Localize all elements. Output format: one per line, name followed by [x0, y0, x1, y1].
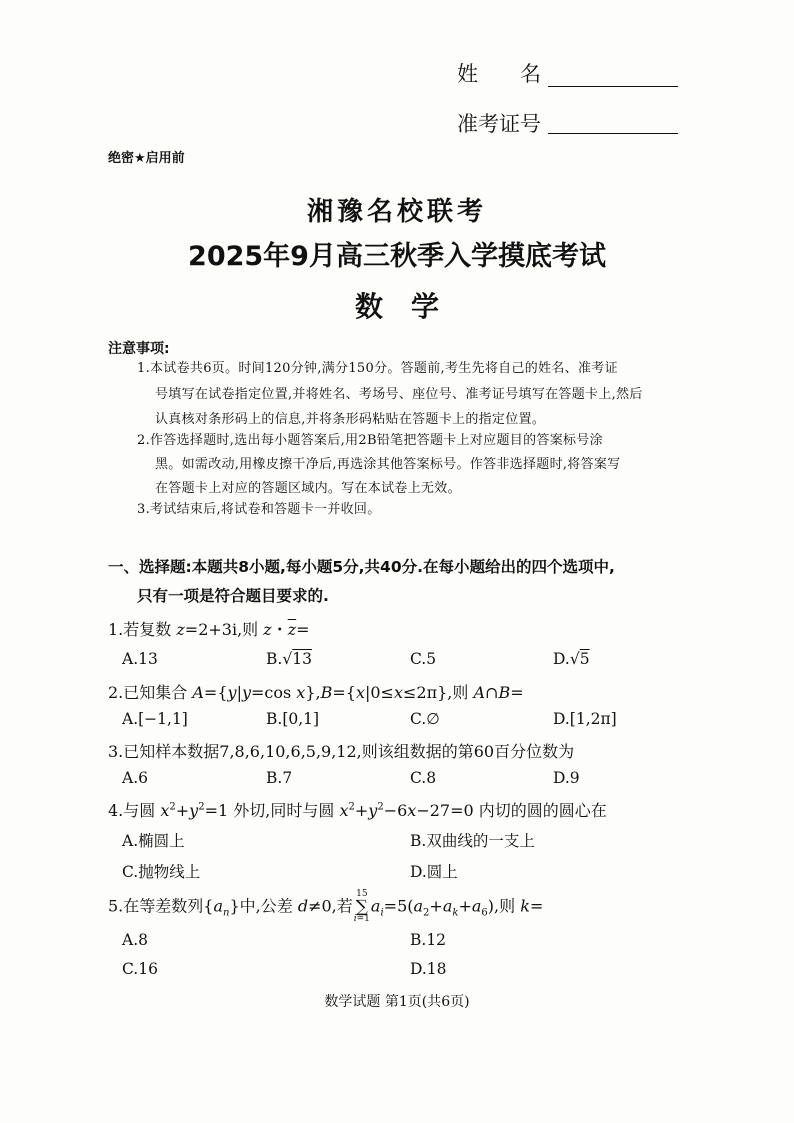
question-5-stem: 5.在等差数列$\{a_n\}$中,公差 d≠0,若15 ∑ $i=1a_i=5(a_2+a_k+a_6)$,则 k=: [108, 889, 544, 924]
name-label: 姓 名: [457, 62, 541, 86]
notice-title: 注意事项:: [108, 341, 170, 357]
q1-option-c: C.5: [410, 650, 437, 668]
q2-option-c: C.∅: [410, 710, 440, 728]
exam-id-label: 准考证号: [457, 112, 541, 136]
name-field-line: [548, 86, 678, 87]
q5-option-c: C.16: [122, 960, 158, 978]
q1-option-b: B.√13: [266, 650, 312, 668]
subject-title: 数 学: [354, 290, 439, 323]
q3-option-c: C.8: [410, 769, 437, 787]
q5-option-a: A.8: [122, 931, 148, 949]
exam-organizer-title: 湘豫名校联考: [306, 197, 487, 227]
section-heading-cont: 只有一项是符合题目要求的.: [137, 587, 329, 605]
notice-line: 认真核对条形码上的信息,并将条形码粘贴在答题卡上的指定位置。: [155, 412, 546, 427]
q3-option-d: D.9: [553, 769, 580, 787]
q2-option-d: D.[1,2π]: [553, 710, 617, 728]
q1-option-a: A.13: [122, 650, 158, 668]
notice-line: 号填写在试卷指定位置,并将姓名、考场号、座位号、准考证号填写在答题卡上,然后: [155, 387, 643, 402]
exam-title: 2025年9月高三秋季入学摸底考试: [188, 241, 606, 272]
question-3-stem: 3.已知样本数据7,8,6,10,6,5,9,12,则该组数据的第60百分位数为: [108, 742, 575, 761]
section-heading: 一、选择题:本题共8小题,每小题5分,共40分.在每小题给出的四个选项中,: [108, 558, 615, 576]
q3-option-a: A.6: [122, 769, 148, 787]
exam-id-field-line: [548, 133, 678, 134]
notice-line: 2.作答选择题时,选出每小题答案后,用2B铅笔把答题卡上对应题目的答案标号涂: [137, 433, 603, 448]
notice-line: 在答题卡上对应的答题区域内。写在本试卷上无效。: [155, 481, 461, 496]
secret-mark: 绝密★启用前: [108, 151, 185, 166]
q4-option-a: A.椭圆上: [122, 832, 185, 850]
page-footer: 数学试题 第1页(共6页): [324, 994, 470, 1010]
question-4-stem: 4.与圆 $x^2+y^2=1$ 外切,同时与圆 $x^2+y^2-6x-27=0$ 内切的圆的圆心在: [108, 801, 607, 820]
summation-symbol: 15 ∑ i=1: [353, 889, 370, 924]
q4-option-b: B.双曲线的一支上: [410, 832, 535, 850]
q1-option-d: D.√5: [553, 650, 590, 668]
notice-line: 黑。如需改动,用橡皮擦干净后,再选涂其他答案标号。作答非选择题时,将答案写: [155, 457, 621, 472]
q3-option-b: B.7: [266, 769, 293, 787]
notice-line: 1.本试卷共6页。时间120分钟,满分150分。答题前,考生先将自己的姓名、准考证: [137, 361, 618, 376]
q5-option-d: D.18: [410, 960, 447, 978]
q2-option-a: A.[−1,1]: [122, 710, 188, 728]
notice-line: 3.考试结束后,将试卷和答题卡一并收回。: [137, 502, 381, 517]
q2-option-b: B.[0,1]: [266, 710, 320, 728]
q4-option-c: C.抛物线上: [122, 863, 201, 881]
question-1-stem: 1.若复数 z=2+3i,则 z・$\overline{z}=$: [108, 620, 310, 639]
question-2-stem: 2.已知集合 A={y|y=cos x},B={x|0≤x≤2π},则 A∩B=: [108, 683, 524, 702]
q4-option-d: D.圆上: [410, 863, 458, 881]
q5-option-b: B.12: [410, 931, 447, 949]
